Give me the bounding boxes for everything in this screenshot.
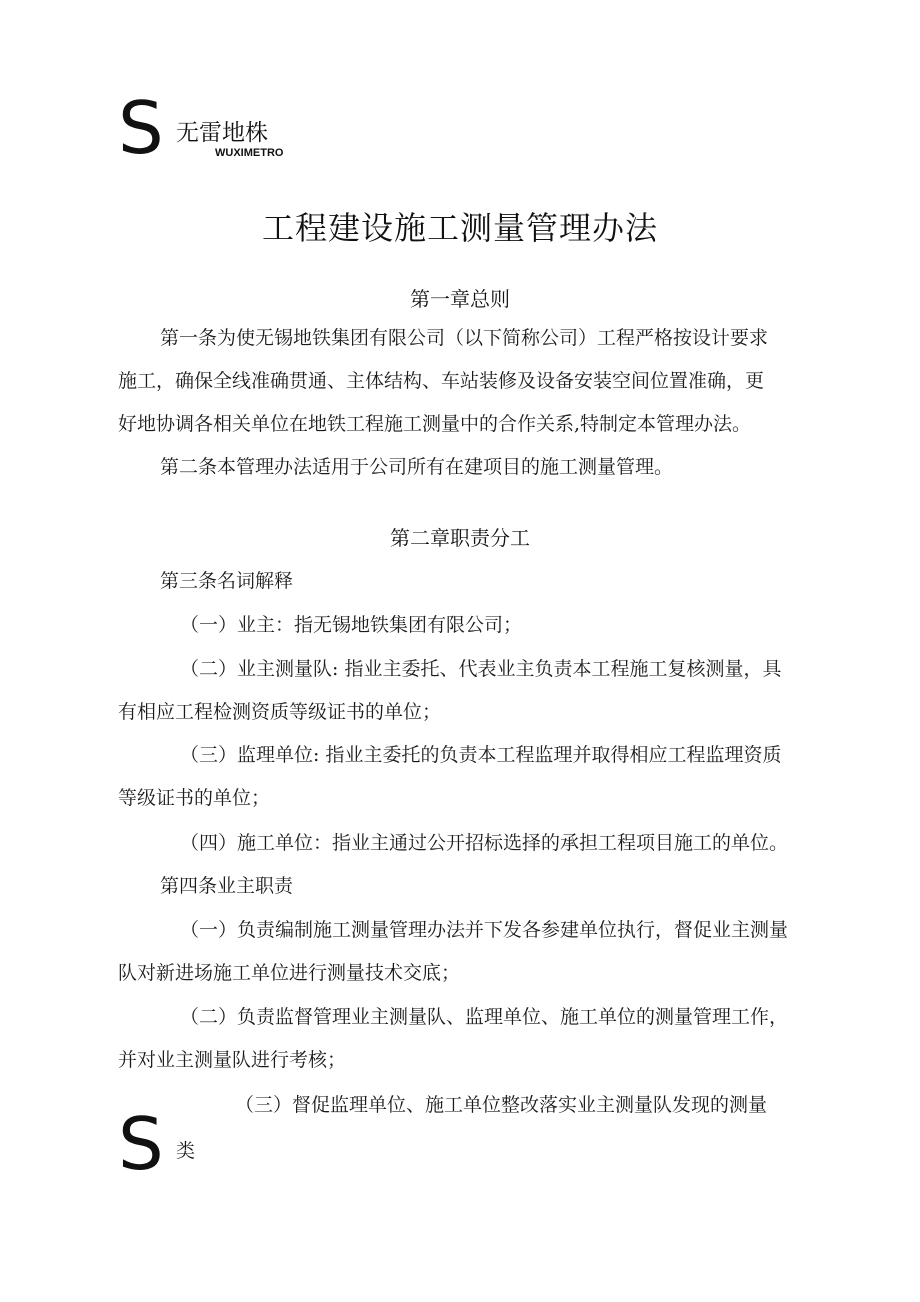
document-title: 工程建设施工测量管理办法	[261, 209, 658, 247]
paragraph-line: 有相应工程检测资质等级证书的单位；	[118, 701, 442, 723]
company-logo	[118, 86, 318, 170]
footer-logo-letter-s: S	[118, 1102, 164, 1186]
paragraph-line: （一）业主：指无锡地铁集团有限公司；	[180, 614, 523, 636]
paragraph-line: （二）业主测量队: 指业主委托、代表业主负责本工程施工复核测量，具	[180, 658, 782, 680]
logo-letter-s: S	[118, 86, 164, 170]
paragraph-line: 队对新进场施工单位进行测量技术交底；	[118, 962, 461, 984]
paragraph-line: （二）负责监督管理业主测量队、监理单位、施工单位的测量管理工作，	[180, 1006, 789, 1028]
footer-text: 类	[176, 1140, 196, 1162]
paragraph-line: （四）施工单位：指业主通过公开招标选择的承担工程项目施工的单位。	[180, 832, 789, 854]
paragraph-line: 等级证书的单位；	[118, 787, 271, 809]
paragraph-line: 施工，确保全线准确贯通、主体结构、车站装修及设备安装空间位置准确，更	[118, 370, 765, 392]
chapter-heading-2: 第二章职责分工	[390, 526, 530, 550]
paragraph-line: （一）负责编制施工测量管理办法并下发各参建单位执行，督促业主测量	[180, 919, 789, 941]
paragraph-line: 第三条名词解释	[160, 570, 294, 592]
paragraph-line: 并对业主测量队进行考核；	[118, 1049, 347, 1071]
paragraph-line: 第二条本管理办法适用于公司所有在建项目的施工测量管理。	[160, 456, 674, 478]
paragraph-line: 好地协调各相关单位在地铁工程施工测量中的合作关系,特制定本管理办法。	[118, 413, 752, 435]
paragraph-line: （三）监理单位: 指业主委托的负责本工程监理并取得相应工程监理资质	[180, 744, 782, 766]
logo-chinese-name: 无雷地株	[176, 120, 268, 146]
paragraph-line: （三）督促监理单位、施工单位整改落实业主测量队发现的测量	[235, 1094, 768, 1116]
chapter-heading-1: 第一章总则	[410, 287, 510, 311]
paragraph-line: 第一条为使无锡地铁集团有限公司（以下简称公司）工程严格按设计要求	[160, 327, 769, 349]
paragraph-line: 第四条业主职责	[160, 875, 294, 897]
logo-english-name: WUXIMETRO	[215, 147, 284, 159]
